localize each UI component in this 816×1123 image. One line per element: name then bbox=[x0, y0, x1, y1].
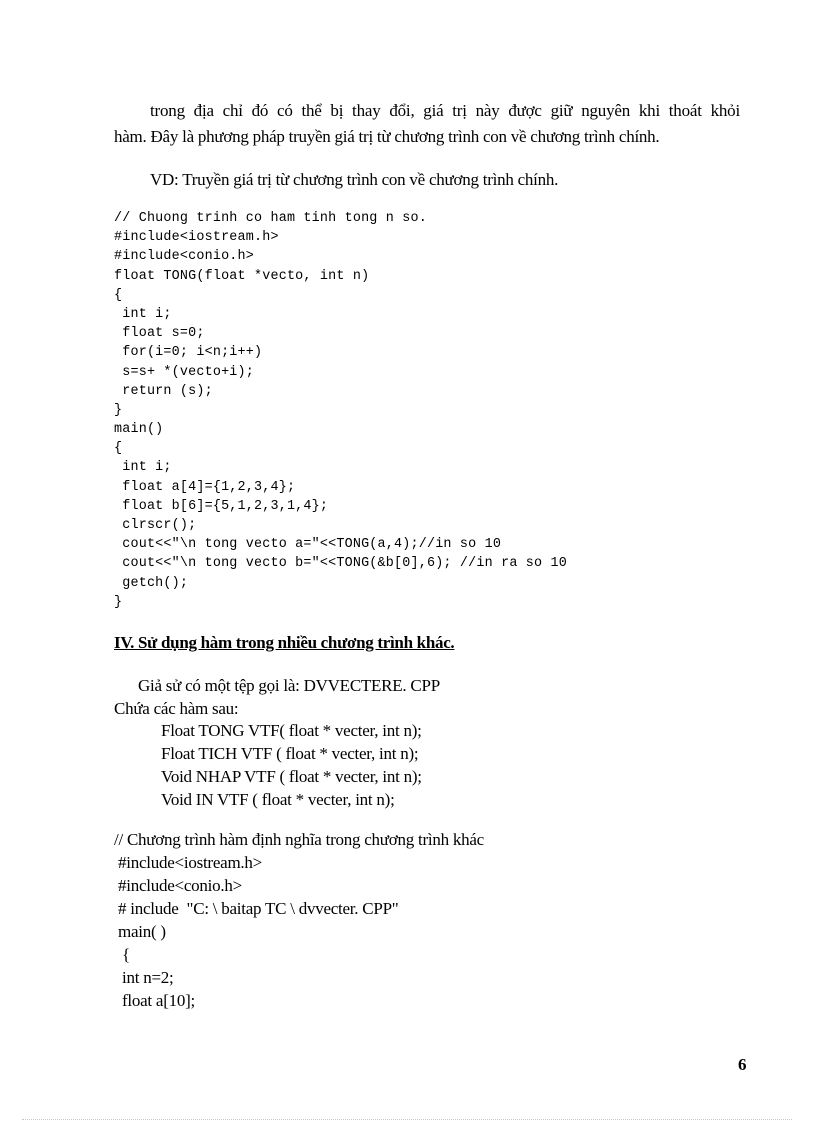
code-line: float a[4]={1,2,3,4}; bbox=[114, 479, 296, 495]
page-number: 6 bbox=[738, 1055, 747, 1074]
code2-line: #include<conio.h> bbox=[114, 876, 242, 895]
code-line: { bbox=[114, 441, 123, 457]
code-line: float b[6]={5,1,2,3,1,4}; bbox=[114, 498, 329, 514]
code-line: for(i=0; i<n;i++) bbox=[114, 345, 263, 361]
code-line: getch(); bbox=[114, 575, 189, 591]
code-line: cout<<"\n tong vecto b="<<TONG(&b[0],6); //in ra so 10 bbox=[114, 556, 567, 572]
code2-line: main( ) bbox=[114, 922, 166, 941]
code-line: int i; bbox=[114, 460, 172, 476]
code-line: #include<iostream.h> bbox=[114, 230, 279, 246]
code-line: return (s); bbox=[114, 383, 213, 399]
code-line: cout<<"\n tong vecto a="<<TONG(a,4);//in so 10 bbox=[114, 537, 502, 553]
code2-line: int n=2; bbox=[114, 968, 174, 987]
code2-line: // Chương trình hàm định nghĩa trong chương trình khác bbox=[114, 830, 484, 849]
code-line: main() bbox=[114, 422, 164, 438]
intro-line-1: trong địa chỉ đó có thể bị thay đổi, giá trị này được giữ nguyên khi thoát khỏi bbox=[150, 101, 740, 120]
code2-line: #include<iostream.h> bbox=[114, 853, 262, 872]
code2-line: # include "C: \ baitap TC \ dvvecter. CPP" bbox=[114, 899, 399, 918]
function-decl: Void IN VTF ( float * vecter, int n); bbox=[161, 790, 395, 809]
function-decl: Float TICH VTF ( float * vecter, int n); bbox=[161, 744, 419, 763]
code-line: #include<conio.h> bbox=[114, 249, 255, 265]
footer-divider bbox=[22, 1119, 792, 1120]
file-intro: Giả sử có một tệp gọi là: DVVECTERE. CPP bbox=[138, 676, 440, 695]
intro-line-2: hàm. Đây là phương pháp truyền giá trị từ chương trình con về chương trình chính. bbox=[114, 127, 660, 146]
code2-line: float a[10]; bbox=[114, 991, 195, 1010]
code-line: } bbox=[114, 402, 123, 418]
code-listing-1 bbox=[114, 209, 567, 612]
code-line: } bbox=[114, 594, 123, 610]
example-caption: VD: Truyền giá trị từ chương trình con về chương trình chính. bbox=[150, 170, 559, 189]
code-line: float TONG(float *vecto, int n) bbox=[114, 268, 370, 284]
code-line: { bbox=[114, 287, 123, 303]
code-line: int i; bbox=[114, 306, 172, 322]
function-decl: Float TONG VTF( float * vecter, int n); bbox=[161, 721, 422, 740]
section-heading: IV. Sử dụng hàm trong nhiều chương trình khác. bbox=[114, 633, 455, 652]
contains-label: Chứa các hàm sau: bbox=[114, 699, 239, 718]
code-line: float s=0; bbox=[114, 326, 205, 342]
function-decl: Void NHAP VTF ( float * vecter, int n); bbox=[161, 767, 422, 786]
code-line: clrscr(); bbox=[114, 518, 197, 533]
code2-line: { bbox=[114, 945, 130, 964]
code-line: s=s+ *(vecto+i); bbox=[114, 364, 255, 380]
code-line: // Chuong trinh co ham tinh tong n so. bbox=[114, 211, 427, 226]
